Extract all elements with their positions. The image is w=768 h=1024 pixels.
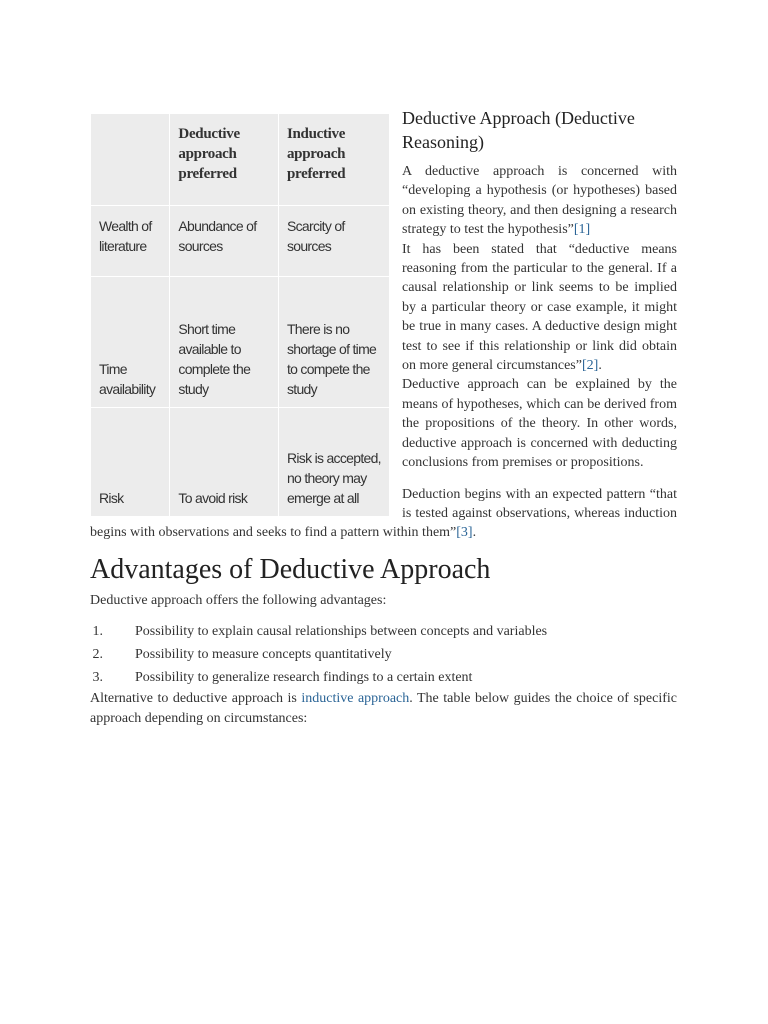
table-cell: Wealth of literature — [91, 206, 170, 277]
table-header-cell: Inductive approach preferred — [278, 114, 389, 206]
list-text: Possibility to explain causal relationships between concepts and variables — [135, 624, 548, 640]
list-number: 3. — [92, 670, 103, 686]
paragraph-text: Alternative to deductive approach is — [90, 691, 302, 707]
list-number: 1. — [92, 624, 103, 640]
paragraph-text: It has been stated that “deductive means reasoning from the particular to the general. If a causal relationship or link seems to be implied by a particular theory or case example, it might be true in many cases. A deductive design might test to see if this relationship or link did obtain on more general circumstances” — [402, 241, 677, 374]
inductive-approach-link[interactable]: inductive approach — [301, 691, 410, 707]
advantages-title: Advantages of Deductive Approach — [90, 553, 491, 585]
paragraph-alternative — [90, 689, 677, 728]
table-row — [91, 408, 390, 517]
paragraph-end: . — [598, 358, 602, 374]
table-row — [91, 206, 390, 277]
table-cell: Risk is accepted, no theory may emerge at all — [278, 408, 389, 517]
table-header-cell: Deductive approach preferred — [170, 114, 279, 206]
table-cell: Scarcity of sources — [278, 206, 389, 277]
list-text: Possibility to measure concepts quantitatively — [135, 647, 392, 663]
footnote-link[interactable]: [1] — [573, 222, 591, 238]
table-cell: Abundance of sources — [170, 206, 279, 277]
advantages-list — [90, 620, 677, 689]
table-header-row — [91, 114, 390, 206]
table-cell: Time availability — [91, 277, 170, 408]
table-row — [91, 277, 390, 408]
comparison-table — [90, 113, 390, 517]
section-title: Deductive Approach (Deductive Reasoning) — [402, 108, 635, 152]
paragraph-text: A deductive approach is concerned with “developing a hypothesis (or hypotheses) based on existing theory, and then designing a research strategy to test the hypothesis” — [402, 164, 677, 238]
table-cell: There is no shortage of time to compete the study — [278, 277, 389, 408]
paragraph-text: Deduction begins with an expected pattern “that is tested against observations, whereas induction begins with observations and seeks to find a pattern within them” — [90, 486, 677, 541]
paragraph-text: . The table below guides the choice of specific approach depending on circumstances: — [90, 691, 677, 726]
paragraph-hypotheses: Deductive approach can be explained by the means of hypotheses, which can be derived from the propositions of the theory. In other words, deductive approach is concerned with deducting conclusions from premises or propositions. — [402, 377, 677, 471]
list-number: 2. — [92, 647, 103, 663]
footnote-link[interactable]: [3] — [456, 525, 473, 541]
list-item — [90, 643, 677, 666]
footnote-link[interactable]: [2] — [581, 358, 599, 374]
advantages-intro: Deductive approach offers the following advantages: — [90, 592, 387, 608]
list-item — [90, 620, 677, 643]
table-cell: Short time available to complete the study — [170, 277, 279, 408]
table-cell: To avoid risk — [170, 408, 279, 517]
document-body — [90, 106, 677, 728]
list-text: Possibility to generalize research findings to a certain extent — [135, 670, 473, 686]
table-cell: Risk — [91, 408, 170, 517]
paragraph-end: . — [472, 525, 477, 541]
table-header-cell — [91, 114, 170, 206]
list-item — [90, 666, 677, 689]
